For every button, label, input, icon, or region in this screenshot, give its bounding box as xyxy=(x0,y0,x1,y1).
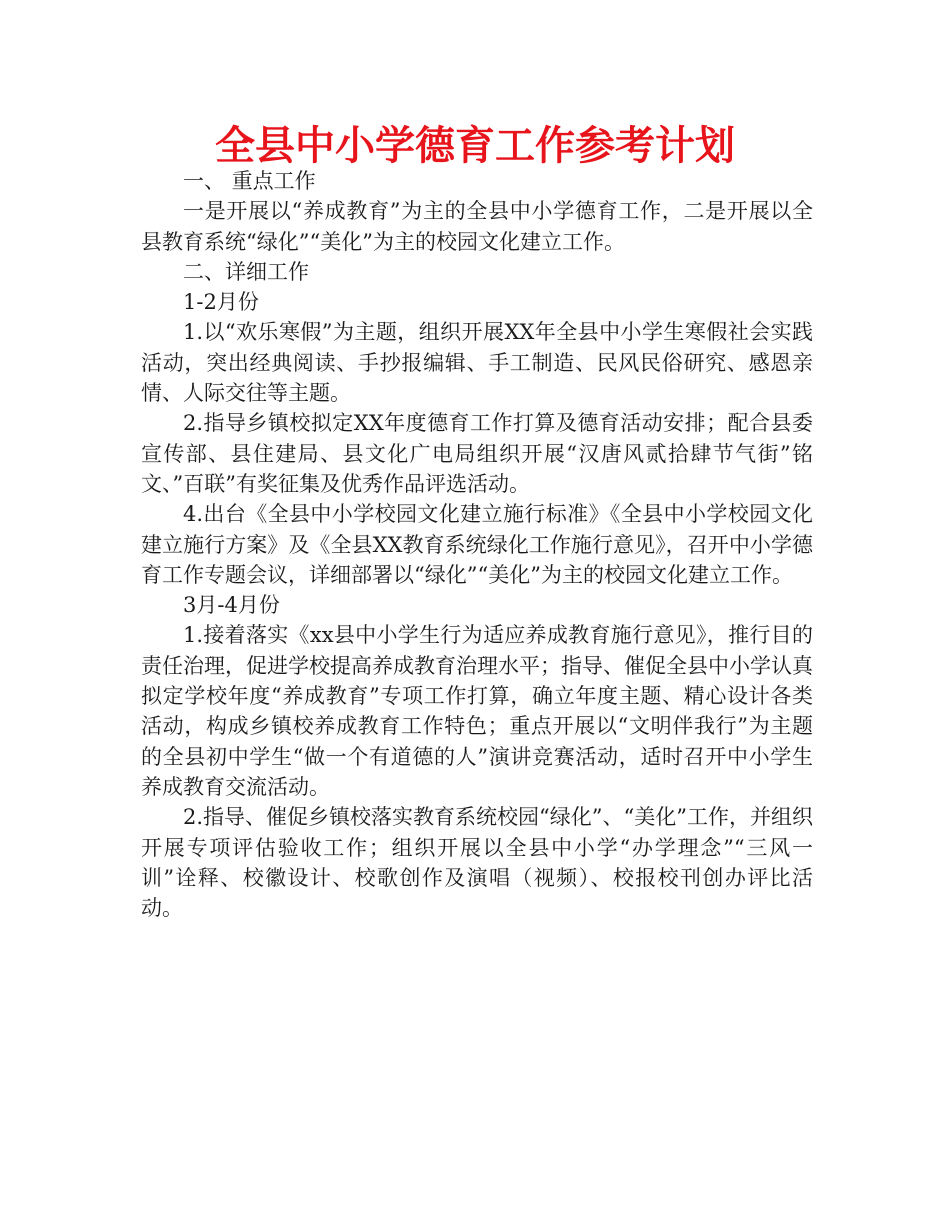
paragraph-item-1-mar: 1.接着落实《xx县中小学生行为适应养成教育施行意见》，推行目的责任治理，促进学校提高养成教育治理水平；指导、催促全县中小学认真拟定学校年度“养成教育”专项工作打算，确立年度主题、精心设计各类活动，构成乡镇校养成教育工作特色；重点开展以“文明伴我行”为主题的全县初中学生“做一个有道德的人”演讲竞赛活动，适时召开中小学生养成教育交流活动。 xyxy=(141,623,813,799)
document-body xyxy=(141,166,813,923)
paragraph-item-4: 4.出台《全县中小学校园文化建立施行标准》《全县中小学校园文化建立施行方案》及《全县XX教育系统绿化工作施行意见》，召开中小学德育工作专题会议，详细部署以“绿化”“美化”为主的校园文化建立工作。 xyxy=(141,502,813,587)
section-heading-key-work: 一、 重点工作 xyxy=(183,169,316,193)
paragraph-item-1: 1.以“欢乐寒假”为主题，组织开展XX年全县中小学生寒假社会实践活动，突出经典阅读、手抄报编辑、手工制造、民风民俗研究、感恩亲情、人际交往等主题。 xyxy=(141,320,813,406)
paragraph-item-2-mar: 2.指导、催促乡镇校落实教育系统校园“绿化”、“美化”工作，并组织开展专项评估验收工作；组织开展以全县中小学“办学理念”“三风一训”诠释、校徽设计、校歌创作及演唱（视频）、校报校刊创办评比活动。 xyxy=(141,805,813,921)
month-heading-mar-apr: 3月-4月份 xyxy=(183,593,280,618)
document-title: 全县中小学德育工作参考计划 xyxy=(215,123,735,169)
paragraph-summary: 一是开展以“养成教育”为主的全县中小学德育工作，二是开展以全县教育系统“绿化”“美化”为主的校园文化建立工作。 xyxy=(141,199,813,254)
paragraph-item-2: 2.指导乡镇校拟定XX年度德育工作打算及德育活动安排；配合县委宣传部、县住建局、县文化广电局组织开展“汉唐风贰拾肆节气街”铭文、”百联”有奖征集及优秀作品评选活动。 xyxy=(141,411,813,496)
section-heading-detailed-work: 二、详细工作 xyxy=(183,259,309,284)
month-heading-jan-feb: 1-2月份 xyxy=(183,290,259,315)
